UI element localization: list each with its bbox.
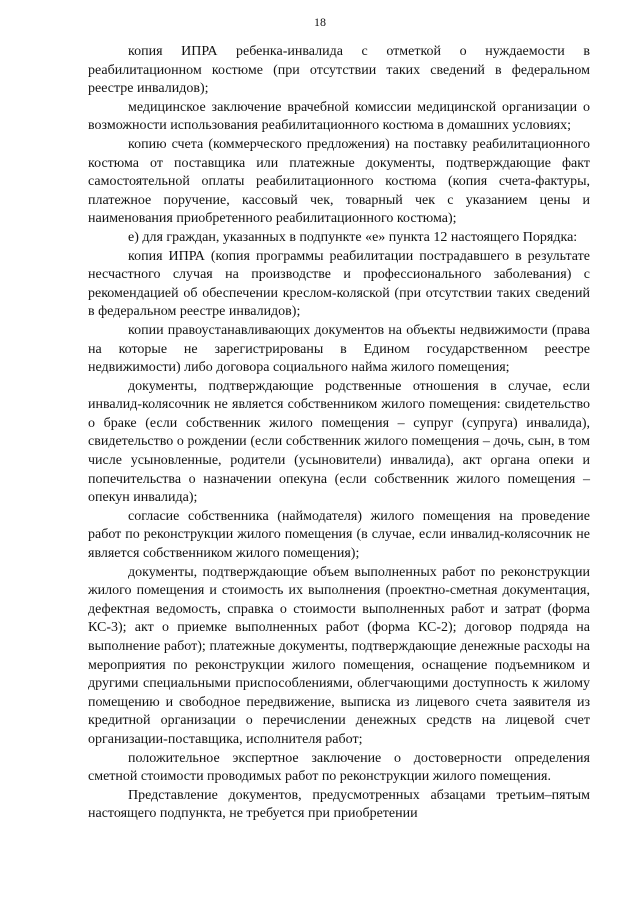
paragraph: согласие собственника (наймодателя) жилого помещения на проведение работ по реконструкции жилого помещения (в случае, если инвалид-колясочник не является собственником жилого помещения); — [88, 508, 590, 562]
paragraph: документы, подтверждающие родственные отношения в случае, если инвалид-колясочник не является собственником жилого помещения: свидетельство о браке (если собственник жилого помещения – супруг (супруга) инвалида), свидетельство о рождении (если собственник жилого помещения – дочь, сын, в том числе усыновленные, родители (усыновители) инвалида), акт органа опеки и попечительства о назначении опекуна (если собственник жилого помещения – опекун инвалида); — [88, 378, 590, 506]
paragraph: Представление документов, предусмотренных абзацами третьим–пятым настоящего подпункта, не требуется при приобретении — [88, 787, 590, 822]
document-body — [88, 43, 590, 824]
paragraph: копии правоустанавливающих документов на объекты недвижимости (права на которые не зарегистрированы в Едином государственном реестре недвижимости) либо договора социального найма жилого помещения; — [88, 322, 590, 376]
paragraph: копия ИПРА (копия программы реабилитации пострадавшего в результате несчастного случая на производстве и профессионального заболевания) с рекомендацией об обеспечении креслом-коляской (при отсутствии таких сведений в федеральном реестре инвалидов); — [88, 248, 590, 320]
paragraph: копия ИПРА ребенка-инвалида с отметкой о нуждаемости в реабилитационном костюме (при отсутствии таких сведений в федеральном реестре инвалидов); — [88, 44, 590, 97]
paragraph: документы, подтверждающие объем выполненных работ по реконструкции жилого помещения и стоимость их выполнения (проектно-сметная документация, дефектная ведомость, справка о стоимости выполненных работ и затрат (форма КС-3); акт о приемке выполненных работ (форма КС-2); договор подряда на выполнение работ); платежные документы, подтверждающие денежные расходы на мероприятия по реконструкции жилого помещения, оснащение подъемником и другими специальными приспособлениями, облегчающими доступность к жилому помещению и свободное передвижение, выписка из лицевого счета заявителя из кредитной организации о перечислении денежных средств на лицевой счет организации-поставщика, исполнителя работ; — [88, 564, 590, 747]
paragraph: е) для граждан, указанных в подпункте «е» пункта 12 настоящего Порядка: — [128, 229, 578, 245]
paragraph: копию счета (коммерческого предложения) на поставку реабилитационного костюма от поставщика или платежные документы, подтверждающие факт самостоятельной оплаты реабилитационного костюма (копия счета-фактуры, платежное поручение, кассовый чек, товарный чек с указанием цены и наименования приобретенного реабилитационного костюма); — [88, 136, 590, 227]
paragraph: положительное экспертное заключение о достоверности определения сметной стоимости проводимых работ по реконструкции жилого помещения. — [88, 750, 590, 785]
page-number: 18 — [314, 15, 326, 29]
paragraph: медицинское заключение врачебной комиссии медицинской организации о возможности использования реабилитационного костюма в домашних условиях; — [88, 99, 590, 134]
